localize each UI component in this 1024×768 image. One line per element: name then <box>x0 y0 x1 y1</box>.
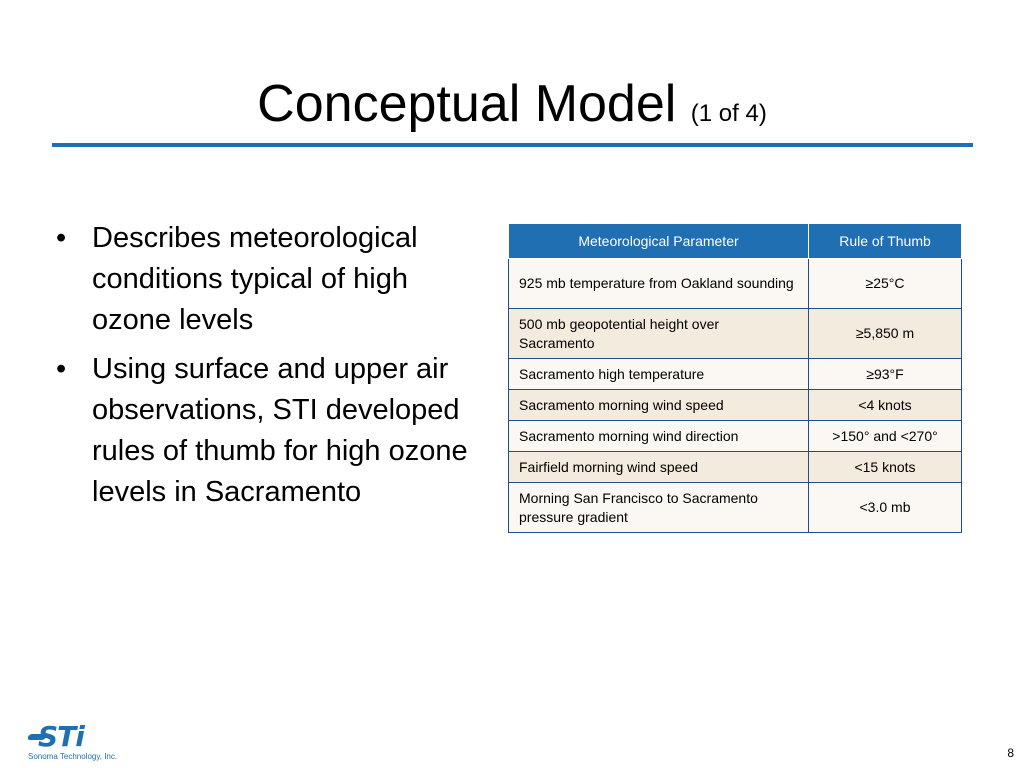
table-row <box>509 359 962 390</box>
bullet-text: Describes meteorological conditions typical of high ozone levels <box>92 222 418 336</box>
sti-logo <box>28 722 128 768</box>
rule-cell: <3.0 mb <box>809 483 962 533</box>
parameter-cell: Fairfield morning wind speed <box>509 452 809 483</box>
rule-cell: >150° and <270° <box>809 421 962 452</box>
bullet-item <box>52 218 492 341</box>
table-row <box>509 390 962 421</box>
rule-cell: <4 knots <box>809 390 962 421</box>
rule-cell: <15 knots <box>809 452 962 483</box>
rule-cell: ≥25°C <box>809 259 962 309</box>
title-divider <box>52 143 973 147</box>
bullet-dot-icon: • <box>56 353 67 385</box>
rule-cell: ≥93°F <box>809 359 962 390</box>
table-row <box>509 483 962 533</box>
bullet-dot-icon: • <box>56 222 67 254</box>
bullet-item <box>52 349 492 513</box>
parameter-cell: 925 mb temperature from Oakland sounding <box>509 259 809 309</box>
table-row <box>509 421 962 452</box>
header-rule-of-thumb: Rule of Thumb <box>809 224 962 259</box>
rules-of-thumb-table <box>508 223 962 533</box>
bullet-text: Using surface and upper air observations, STI developed rules of thumb for high ozone levels in Sacramento <box>92 353 468 508</box>
table-header-row <box>509 224 962 259</box>
slide-title <box>0 72 1024 146</box>
header-meteorological-parameter: Meteorological Parameter <box>509 224 809 259</box>
table-row <box>509 309 962 359</box>
logo-mark: STi <box>38 720 84 753</box>
page-number: 8 <box>1007 746 1014 760</box>
parameter-cell: Sacramento morning wind direction <box>509 421 809 452</box>
parameter-cell: Morning San Francisco to Sacramento pressure gradient <box>509 483 809 533</box>
parameter-cell: Sacramento morning wind speed <box>509 390 809 421</box>
table-row <box>509 452 962 483</box>
slide-title-text: Conceptual Model <box>257 75 677 133</box>
bullet-list <box>52 218 492 521</box>
table-row <box>509 259 962 309</box>
logo-company-name: Sonoma Technology, Inc. <box>28 752 118 761</box>
slide-title-suffix: (1 of 4) <box>690 100 767 127</box>
rule-cell: ≥5,850 m <box>809 309 962 359</box>
parameter-cell: Sacramento high temperature <box>509 359 809 390</box>
parameter-cell: 500 mb geopotential height over Sacramento <box>509 309 809 359</box>
